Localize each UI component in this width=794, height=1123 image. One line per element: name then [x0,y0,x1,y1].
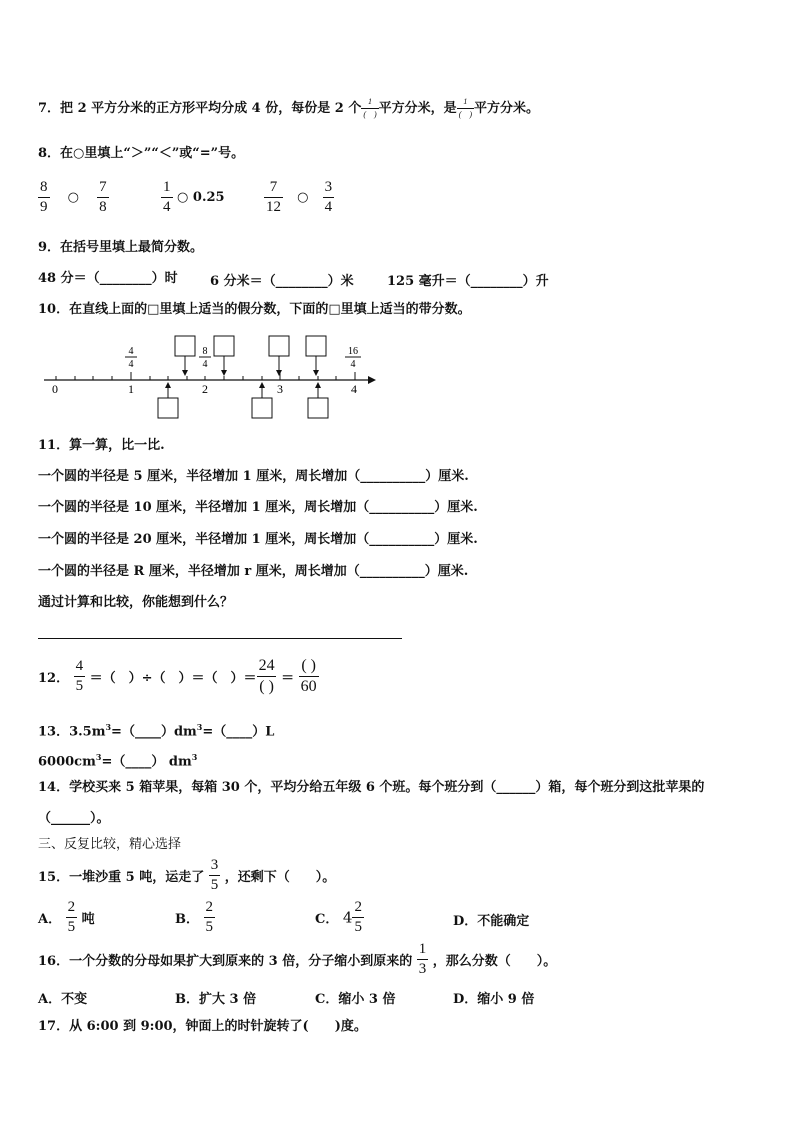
answer-line[interactable] [38,638,402,639]
question-7: 7．把 2 平方分米的正方形平均分成 4 份，每份是 2 个 $\frac{1}{( )}$ 平方分米，是 $\frac{1}{( )}$ 平方分米。 [38,97,540,119]
question-9: 9．在括号里填上最简分数。 [38,240,204,255]
answer-box-top [269,336,289,356]
answer-box-bottom [308,398,328,418]
compare-circle[interactable]: ○ [67,190,79,205]
answer-box-top [214,336,234,356]
option-c[interactable]: C．缩小 3 倍 [315,992,396,1007]
question-11: 11．算一算，比一比. [38,438,165,453]
answer-box-bottom [158,398,178,418]
question-9-part3[interactable]: 125 毫升＝（________）升 [387,274,549,289]
question-11-line2[interactable]: 一个圆的半径是 10 厘米，半径增加 1 厘米，周长增加（__________）厘米. [38,500,478,515]
option-a[interactable]: A． $\frac{2}{5}$ 吨 [38,899,95,935]
question-8: 8．在○里填上“＞”“＜”或“=”号。 [38,146,245,161]
question-14-line2[interactable]: （______）。 [38,811,110,826]
question-15: 15．一堆沙重 5 吨，运走了 $\frac{3}{5}$ ，还剩下（ ）。 [38,857,336,893]
option-b[interactable]: B． $\frac{2}{5}$ [175,899,214,935]
number-line [38,330,378,425]
option-b[interactable]: B．扩大 3 倍 [175,992,257,1007]
frac-8-4-den: 4 [202,359,208,370]
question-14-line1[interactable]: 14．学校买来 5 箱苹果，每箱 30 个，平均分给五年级 6 个班。每个班分到（______）箱，每个班分到这批苹果的 [38,780,705,795]
fraction: $\frac{1}{( )}$ [363,97,377,119]
question-12: 12． $\frac{4}{5}$ ＝（ ）÷（ ）＝（ ）＝ $\frac{24}{( )}$ ＝ $\frac{( )}{60}$ [38,657,317,695]
frac-16-4-num: 16 [348,346,358,357]
question-16: 16．一个分数的分母如果扩大到原来的 3 倍，分子缩小到原来的 $\frac{1}{3}$ ，那么分数（ ）。 [38,941,557,977]
option-d[interactable]: D．不能确定 [453,914,530,929]
question-17[interactable]: 17．从 6:00 到 9:00，钟面上的时针旋转了( )度。 [38,1019,367,1034]
compare-3: $\frac{7}{12}$ ○ $\frac{3}{4}$ [266,179,333,215]
question-11-line4[interactable]: 一个圆的半径是 R 厘米，半径增加 r 厘米，周长增加（__________）厘米. [38,564,469,579]
compare-2: $\frac{1}{4}$ ○ 0.25 [163,179,225,215]
option-c[interactable]: C． 4 $\frac{2}{5}$ [315,899,362,935]
answer-box-top [306,336,326,356]
compare-circle[interactable]: ○ [297,190,309,205]
frac-4-4-num: 4 [128,346,134,357]
answer-box-top [175,336,195,356]
tick-label: 4 [351,382,357,396]
question-13-line2[interactable]: $6000cm^3=(\_\_\_\_)$ $dm^3$ [38,752,198,770]
question-9-part1[interactable]: 48 分＝（________）时 [38,271,178,286]
frac-16-4-den: 4 [350,359,356,370]
question-11-line1[interactable]: 一个圆的半径是 5 厘米，半径增加 1 厘米，周长增加（__________）厘米. [38,469,469,484]
fraction: $\frac{1}{( )}$ [458,97,473,119]
frac-8-4-num: 8 [202,346,208,357]
frac-4-4-den: 4 [128,359,134,370]
question-9-part2[interactable]: 6 分米＝（________）米 [210,274,354,289]
question-11-line5: 通过计算和比较，你能想到什么？ [38,595,234,610]
tick-label: 3 [277,382,283,396]
answer-box-bottom [252,398,272,418]
tick-label: 0 [52,382,58,396]
option-a[interactable]: A．不变 [38,992,88,1007]
question-10: 10．在直线上面的□里填上适当的假分数，下面的□里填上适当的带分数。 [38,302,471,317]
question-11-line3[interactable]: 一个圆的半径是 20 厘米，半径增加 1 厘米，周长增加（__________）厘米. [38,532,478,547]
compare-1: $\frac{8}{9}$ ○ $\frac{7}{8}$ [40,179,107,215]
tick-label: 2 [202,382,208,396]
question-13-line1[interactable]: 13．$3.5m^3=(\_\_\_\_)dm^3=(\_\_\_\_)L$ [38,722,275,740]
section-title: 三、反复比较，精心选择 [38,837,182,852]
option-d[interactable]: D．缩小 9 倍 [453,992,535,1007]
tick-label: 1 [128,382,134,396]
